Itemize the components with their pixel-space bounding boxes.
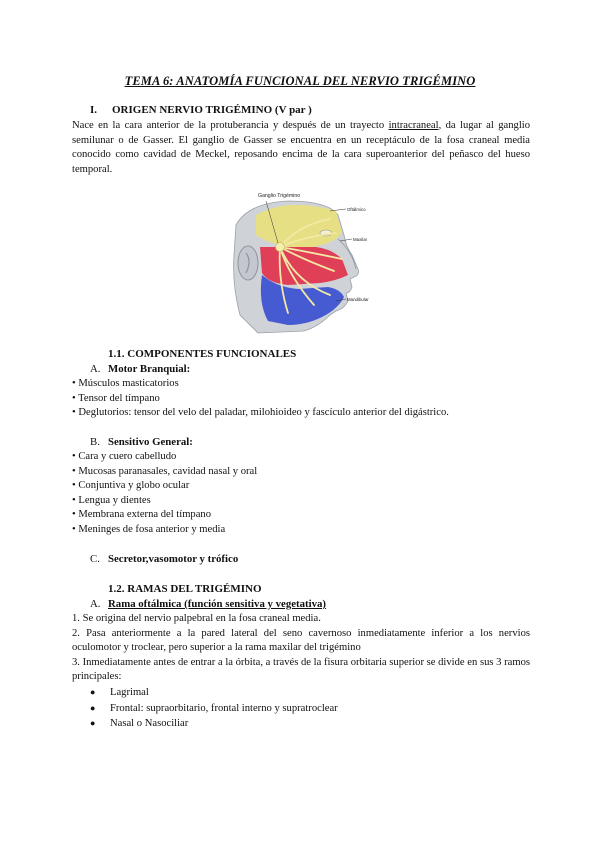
section-1-1-heading: 1.1. COMPONENTES FUNCIONALES — [108, 348, 297, 360]
section-1-heading — [90, 104, 312, 116]
section-1-paragraph — [72, 119, 530, 177]
rama-a-letter: A. — [90, 598, 101, 610]
list-item: • Lengua y dientes — [72, 494, 151, 506]
subsection-b-letter: B. — [90, 436, 100, 448]
rama-oftalmica-numbered-list — [72, 612, 530, 685]
list-item: • Deglutorios: tensor del velo del paladar, milohioideo y fascículo anterior del digástrico. — [72, 407, 449, 419]
subsection-c-label: Secretor,vasomotor y trófico — [108, 553, 239, 565]
branch-name: Lagrimal — [110, 687, 149, 698]
label-maxilar: Maxilar — [353, 237, 368, 242]
list-item: • Meninges de fosa anterior y media — [72, 523, 226, 535]
subsection-c-heading — [90, 553, 238, 565]
section-1-heading-text: ORIGEN NERVIO TRIGÉMINO (V par ) — [112, 104, 312, 116]
numbered-item: 1. Se origina del nervio palpebral en la fosa craneal media. — [72, 613, 321, 624]
subsection-b-label: Sensitivo General: — [108, 436, 193, 448]
sensitivo-general-list — [72, 450, 257, 538]
ramos-principales-list — [90, 685, 338, 732]
rama-a-label: Rama oftálmica (función sensitiva y vegetativa) — [108, 598, 327, 610]
para-part-b: , da lugar al ganglio semilunar o de Gasser. El ganglio de Gasser se encuentra en un receptáculo de la fosa craneal media conocido como cavidad de Meckel, reposando encima de la cara superoanterior del peñasco del hueso temporal. — [72, 120, 531, 175]
list-item — [90, 701, 338, 717]
para-part-a: Nace en la cara anterior de la protuberancia y después de un trayecto — [72, 120, 389, 131]
document-title: TEMA 6: ANATOMÍA FUNCIONAL DEL NERVIO TRIGÉMINO — [124, 74, 476, 88]
branch-name: Frontal: supraorbitario, frontal interno y supratroclear — [110, 702, 338, 714]
para-underlined-word: intracraneal — [388, 120, 439, 131]
list-item — [90, 685, 338, 701]
bullet-icon: ● — [90, 687, 96, 697]
label-mandibular: Mandibular — [347, 297, 369, 302]
trigeminal-nerve-illustration — [218, 185, 369, 335]
trigeminal-ganglion — [276, 243, 285, 252]
label-ganglio: Ganglio Trigémino — [258, 193, 301, 199]
list-item: • Conjuntiva y globo ocular — [72, 480, 190, 492]
numbered-item: 3. Inmediatamente antes de entrar a la órbita, a través de la fisura orbitaria superior se divide en sus 3 ramos principales: — [72, 656, 530, 683]
section-1-2-heading: 1.2. RAMAS DEL TRIGÉMINO — [108, 583, 262, 595]
subsection-a-letter: A. — [90, 363, 101, 375]
subsection-a-heading — [90, 363, 190, 375]
branch-name: Nasal o Nasociliar — [110, 718, 189, 730]
list-item: • Músculos masticatorios — [72, 378, 179, 389]
motor-branquial-list — [72, 377, 449, 421]
ear — [238, 246, 258, 280]
list-item: • Tensor del tímpano — [72, 392, 160, 404]
rama-oftalmica-heading — [90, 598, 326, 610]
list-item: • Mucosas paranasales, cavidad nasal y oral — [72, 465, 258, 477]
bullet-icon: ● — [90, 718, 96, 729]
subsection-b-heading — [90, 436, 193, 448]
bullet-icon: ● — [90, 702, 96, 713]
subsection-a-label: Motor Branquial: — [108, 363, 191, 375]
section-1-number: I. — [90, 104, 98, 116]
list-item — [90, 716, 338, 732]
numbered-item: 2. Pasa anteriormente a la pared lateral del seno cavernoso inmediatamente inferior a los nervios oculomotor y troclear, pero superior a la rama maxilar del trigémino — [72, 627, 530, 654]
list-item: • Cara y cuero cabelludo — [72, 451, 177, 462]
subsection-c-letter: C. — [90, 553, 100, 565]
list-item: • Membrana externa del tímpano — [72, 509, 212, 521]
label-oftalmico: Oftálmico — [347, 207, 366, 212]
